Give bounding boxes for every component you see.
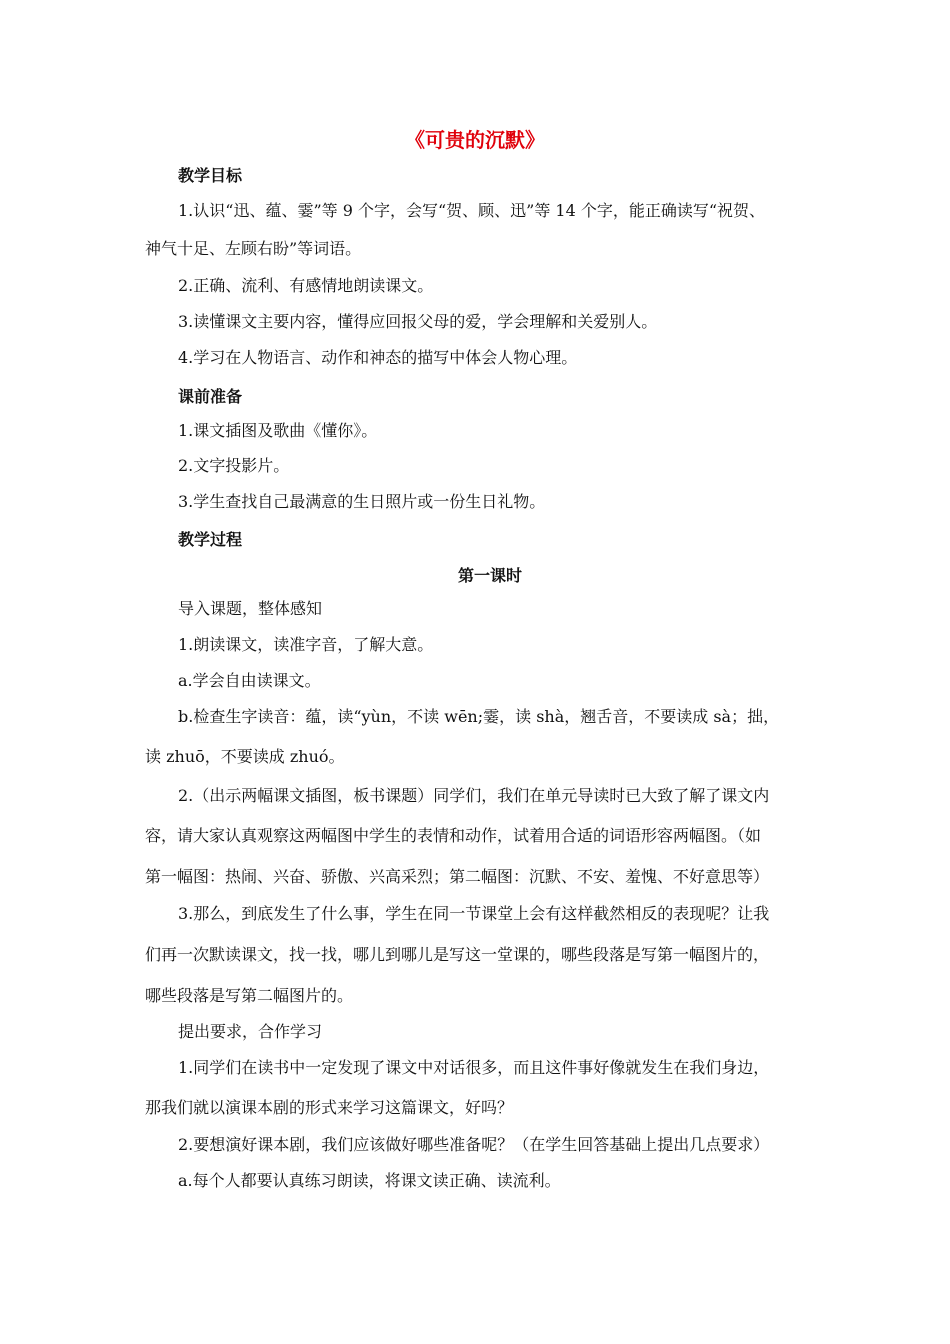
- paragraph: 1.认识“迅、蕴、霎”等 9 个字，会写“贺、顾、迅”等 14 个字，能正确读写“祝贺、: [178, 201, 766, 220]
- paragraph: b.检查生字读音：蕴，读“yùn，不读 wēn;霎，读 shà，翘舌音，不要读成 sà；拙，: [178, 707, 780, 726]
- paragraph: 1.同学们在读书中一定发现了课文中对话很多，而且这件事好像就发生在我们身边，: [178, 1058, 770, 1077]
- paragraph: 读 zhuō，不要读成 zhuó。: [145, 747, 345, 766]
- paragraph: 那我们就以演课本剧的形式来学习这篇课文，好吗？: [145, 1098, 514, 1117]
- paragraph: 3.学生查找自己最满意的生日照片或一份生日礼物。: [178, 492, 546, 511]
- document-title: 《可贵的沉默》: [405, 128, 545, 152]
- paragraph: a.学会自由读课文。: [178, 671, 321, 690]
- objectives-heading: 教学目标: [178, 166, 243, 185]
- paragraph: 2.文字投影片。: [178, 456, 290, 475]
- paragraph: 容，请大家认真观察这两幅图中学生的表情和动作，试着用合适的词语形容两幅图。（如: [145, 826, 762, 845]
- paragraph: 1.课文插图及歌曲《懂你》。: [178, 421, 378, 440]
- preparation-heading: 课前准备: [178, 387, 243, 406]
- paragraph: 2.要想演好课本剧，我们应该做好哪些准备呢？（在学生回答基础上提出几点要求）: [178, 1135, 770, 1154]
- section-label: 导入课题，整体感知: [178, 599, 323, 618]
- paragraph: a.每个人都要认真练习朗读，将课文读正确、读流利。: [178, 1171, 561, 1190]
- section-label: 提出要求，合作学习: [178, 1022, 323, 1041]
- paragraph: 2.（出示两幅课文插图，板书课题）同学们，我们在单元导读时已大致了解了课文内: [178, 786, 770, 805]
- paragraph: 4.学习在人物语言、动作和神态的描写中体会人物心理。: [178, 348, 578, 367]
- paragraph: 第一幅图：热闹、兴奋、骄傲、兴高采烈；第二幅图：沉默、不安、羞愧、不好意思等）: [145, 867, 770, 886]
- paragraph: 神气十足、左顾右盼”等词语。: [145, 239, 362, 258]
- paragraph: 2.正确、流利、有感情地朗读课文。: [178, 276, 434, 295]
- process-heading: 教学过程: [178, 530, 243, 549]
- paragraph: 3.那么，到底发生了什么事，学生在同一节课堂上会有这样截然相反的表现呢？让我: [178, 904, 770, 923]
- paragraph: 哪些段落是写第二幅图片的。: [145, 986, 354, 1005]
- paragraph: 们再一次默读课文，找一找，哪儿到哪儿是写这一堂课的，哪些段落是写第一幅图片的，: [145, 945, 770, 964]
- paragraph: 1.朗读课文，读准字音，了解大意。: [178, 635, 434, 654]
- lesson-heading: 第一课时: [457, 566, 522, 585]
- paragraph: 3.读懂课文主要内容，懂得应回报父母的爱，学会理解和关爱别人。: [178, 312, 658, 331]
